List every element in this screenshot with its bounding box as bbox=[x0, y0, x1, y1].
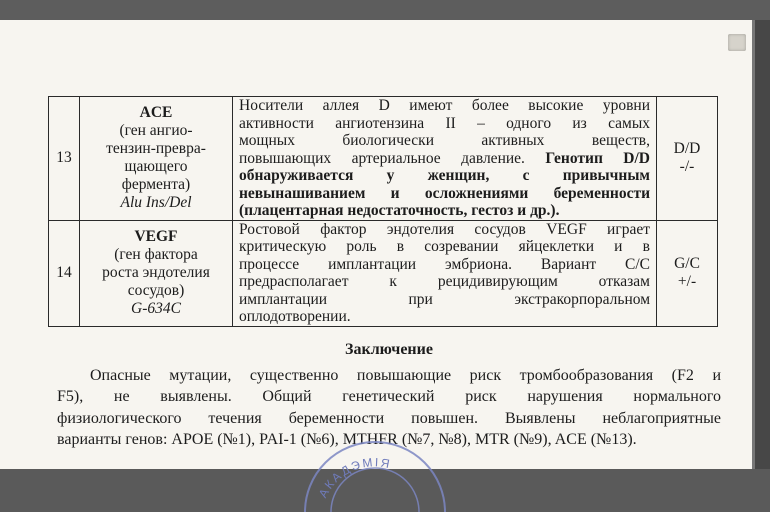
scan-top-frame bbox=[0, 0, 770, 20]
row-number: 14 bbox=[49, 220, 80, 326]
description-cell bbox=[233, 97, 657, 221]
description-line: предрасполагает к рецидивирующим отказам bbox=[239, 273, 650, 290]
gene-cell bbox=[80, 97, 233, 221]
document-page bbox=[0, 20, 752, 501]
description-line: Носители аллея D имеют более высокие уровни bbox=[239, 97, 650, 114]
description-bold-line: обнаруживается у женщин, с привычным bbox=[239, 167, 650, 184]
gene-variant: Alu Ins/Del bbox=[120, 194, 192, 212]
genotype-value: D/D bbox=[673, 140, 701, 158]
gene-desc-line: (ген ангио- bbox=[119, 122, 193, 140]
conclusion-line: физиологического течения беременности повышен. Выявлены неблагоприятные bbox=[57, 409, 721, 427]
description-line: оплодотворении. bbox=[239, 308, 351, 325]
conclusion-line: варианты генов: APOE (№1), PAI-1 (№6), MTHFR (№7, №8), MTR (№9), ACE (№13). bbox=[57, 431, 637, 448]
gene-name: ACE bbox=[139, 104, 173, 122]
description-cell bbox=[233, 220, 657, 326]
description-bold-line: (плацентарная недостаточность, гестоз и др.). bbox=[239, 202, 560, 219]
scan-right-frame bbox=[752, 20, 770, 469]
description-line: критическую роль в созревании яйцеклетки и в bbox=[239, 238, 650, 255]
genotype-sign: +/- bbox=[677, 273, 697, 290]
gene-desc-line: тензин-превра- bbox=[106, 140, 206, 158]
gene-name: VEGF bbox=[134, 228, 178, 245]
gene-desc-line: (ген фактора bbox=[114, 246, 198, 263]
description-bold-head: Генотип D/D bbox=[545, 149, 650, 167]
table-row bbox=[49, 220, 718, 326]
gene-variant: G-634C bbox=[131, 300, 181, 317]
row-number: 13 bbox=[49, 97, 80, 221]
gene-desc-line: щающего bbox=[124, 158, 188, 176]
description-line-mixed bbox=[239, 150, 650, 168]
description-line: Ростовой фактор эндотелия сосудов VEGF играет bbox=[239, 220, 650, 238]
gene-cell bbox=[80, 220, 233, 326]
stamp-text: АКАДЭМІЯ bbox=[315, 455, 393, 501]
conclusion-title: Заключение bbox=[345, 341, 433, 358]
round-stamp bbox=[300, 432, 450, 512]
description-bold-line: невынашиванием и осложнениями беременности bbox=[239, 184, 650, 202]
gene-desc-line: фермента) bbox=[121, 176, 191, 194]
description-text: повышающих артериальное давление. bbox=[239, 149, 525, 167]
genotype-cell bbox=[657, 97, 718, 221]
description-space bbox=[525, 150, 545, 167]
description-line: мощных биологически активных веществ, bbox=[239, 132, 650, 149]
description-line: активности ангиотензина II – одного из самых bbox=[239, 114, 650, 132]
conclusion-line: F5), не выявлены. Общий генетический риск нарушения нормального bbox=[57, 388, 721, 405]
genotype-sign: -/- bbox=[679, 158, 695, 176]
gene-desc-line: роста эндотелия bbox=[102, 264, 210, 281]
gene-table bbox=[48, 96, 718, 327]
punch-hole bbox=[728, 34, 746, 51]
description-line: процессе имплантации эмбриона. Вариант С/С bbox=[239, 255, 650, 273]
genotype-value: G/C bbox=[674, 255, 700, 272]
gene-desc-line: сосудов) bbox=[127, 282, 185, 299]
conclusion-line: Опасные мутации, существенно повышающие риск тромбообразования (F2 и bbox=[90, 366, 721, 384]
table-row bbox=[49, 97, 718, 221]
description-line: имплантации при экстракорпоральном bbox=[239, 290, 650, 308]
genotype-cell bbox=[657, 220, 718, 326]
